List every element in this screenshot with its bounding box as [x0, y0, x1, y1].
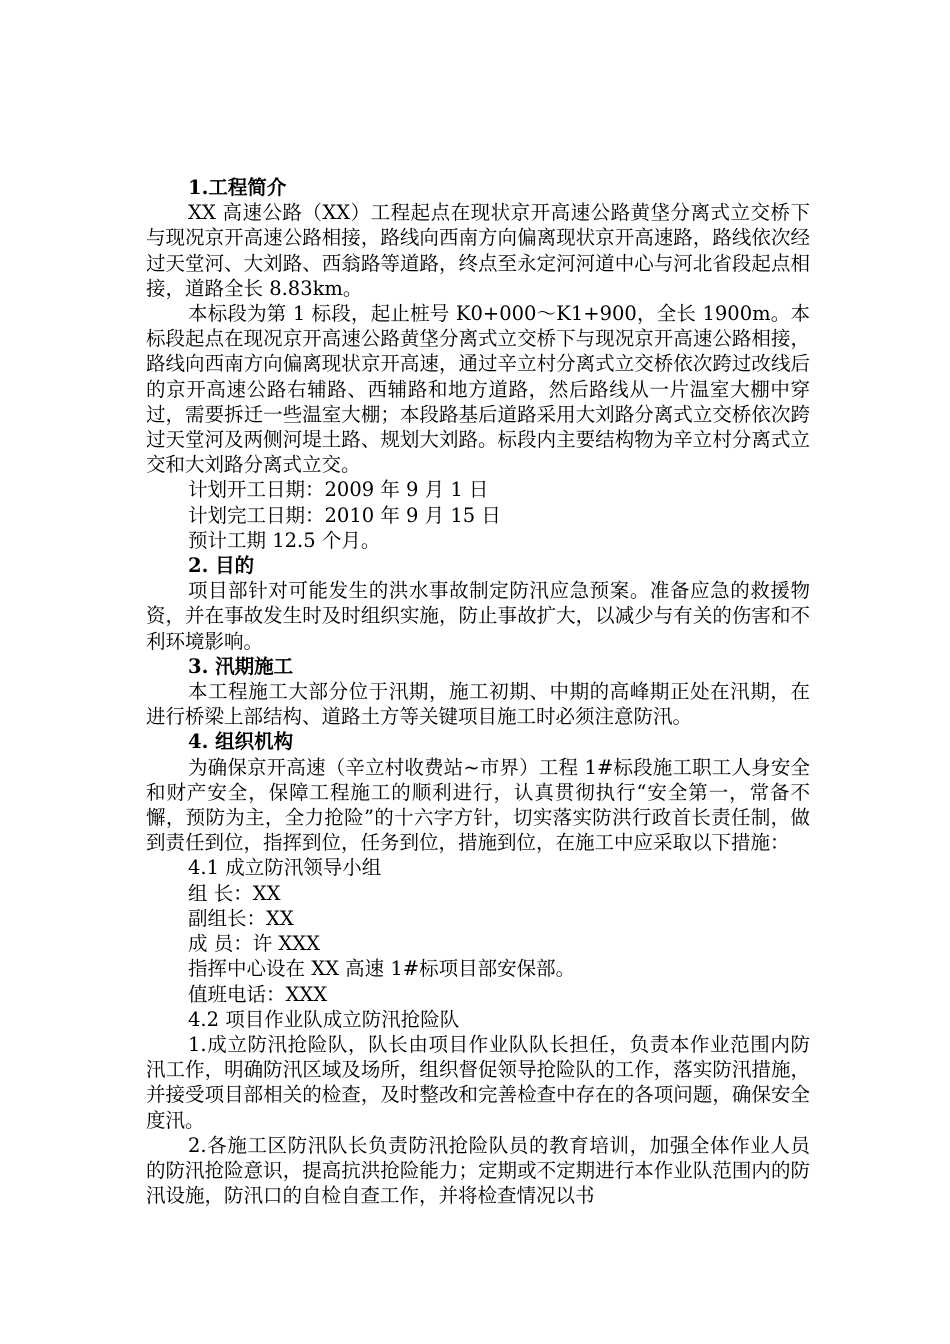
planned-start-date: 计划开工日期：2009 年 9 月 1 日 — [188, 478, 489, 502]
duty-phone: 值班电话：XXX — [188, 982, 328, 1006]
team-leader: 组 长：XX — [188, 881, 281, 905]
subsection-4-1-title: 4.1 成立防汛领导小组 — [188, 856, 382, 880]
section-2-title: 2. 目的 — [188, 554, 255, 578]
section-4-title: 4. 组织机构 — [188, 730, 294, 754]
planned-duration: 预计工期 12.5 个月。 — [188, 528, 381, 552]
team-members: 成 员：许 XXX — [188, 932, 321, 956]
section-4-paragraph: 为确保京开高速（辛立村收费站~市界）工程 1#标段施工职工人身安全和财产安全，保障工程施工的顺利进行，认真贯彻执行“安全第一，常备不懈，预防为主，全力抢险”的十六字方针，切实落实防洪行政首长责任制，做到责任到位，指挥到位，任务到位，措施到位，在施工中应采取以下措施： — [146, 755, 810, 855]
document-page — [146, 175, 810, 1208]
section-2-paragraph: 项目部针对可能发生的洪水事故制定防汛应急预案。准备应急的救援物资，并在事故发生时及时组织实施，防止事故扩大，以减少与有关的伤害和不利环境影响。 — [146, 579, 810, 653]
section-1-title: 1.工程简介 — [188, 176, 287, 199]
section-3-title: 3. 汛期施工 — [188, 654, 294, 678]
command-center: 指挥中心设在 XX 高速 1#标项目部安保部。 — [188, 957, 576, 981]
planned-end-date: 计划完工日期：2010 年 9 月 15 日 — [188, 503, 501, 527]
section-1-paragraph-2: 本标段为第 1 标段，起止桩号 K0+000～K1+900，全长 1900m。本标段起点在现况京开高速公路黄垡分离式立交桥下与现况京开高速公路相接，路线向西南方向偏离现状京开高速，通过辛立村分离式立交桥依次跨过改线后的京开高速公路右辅路、西辅路和地方道路，然后路线从一片温室大棚中穿过，需要拆迁一些温室大棚；本段路基后道路采用大刘路分离式立交桥依次跨过天堂河及两侧河堤土路、规划大刘路。标段内主要结构物为辛立村分离式立交和大刘路分离式立交。 — [146, 302, 810, 477]
deputy-leader: 副组长：XX — [188, 906, 294, 930]
list-item-1: 1.成立防汛抢险队，队长由项目作业队队长担任，负责本作业范围内防汛工作，明确防汛区域及场所，组织督促领导抢险队的工作，落实防汛措施，并接受项目部相关的检查，及时整改和完善检查中存在的各项问题，确保安全度汛。 — [146, 1032, 810, 1132]
section-1-paragraph-1: XX 高速公路（XX）工程起点在现状京开高速公路黄垡分离式立交桥下与现况京开高速公路相接，路线向西南方向偏离现状京开高速路，路线依次经过天堂河、大刘路、西翁路等道路，终点至永定河河道中心与河北省段起点相接，道路全长 8.83km。 — [146, 201, 810, 300]
section-3-paragraph: 本工程施工大部分位于汛期，施工初期、中期的高峰期正处在汛期，在进行桥梁上部结构、道路土方等关键项目施工时必须注意防汛。 — [146, 680, 810, 729]
list-item-2: 2.各施工区防汛队长负责防汛抢险队员的教育培训，加强全体作业人员的防汛抢险意识，提高抗洪抢险能力；定期或不定期进行本作业队范围内的防汛设施，防汛口的自检自查工作，并将检查情况以书 — [146, 1133, 810, 1208]
subsection-4-2-title: 4.2 项目作业队成立防汛抢险队 — [188, 1007, 460, 1031]
